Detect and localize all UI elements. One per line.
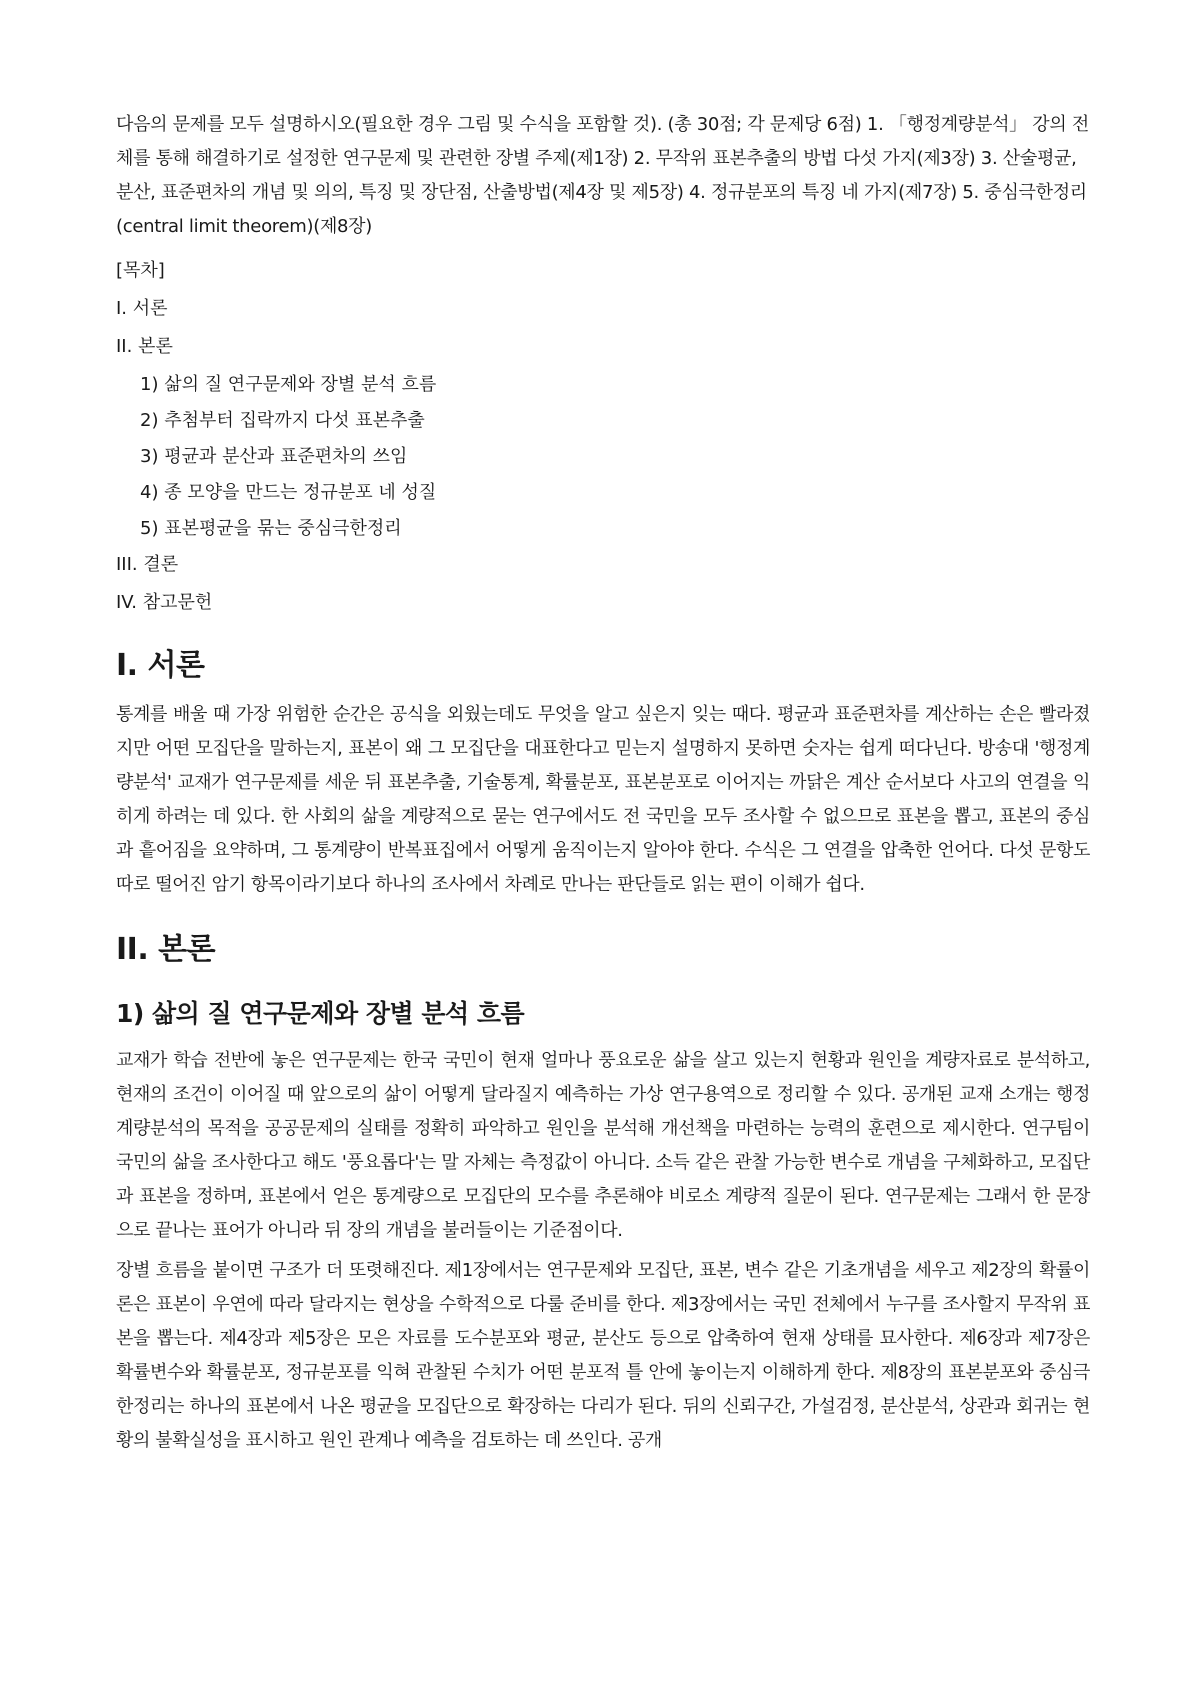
intro-paragraph: 통계를 배울 때 가장 위험한 순간은 공식을 외웠는데도 무엇을 알고 싶은지 잊는 때다. 평균과 표준편차를 계산하는 손은 빨라졌지만 어떤 모집단을 말하는지, 표본이 왜 그 모집단을 대표한다고 믿는지 설명하지 못하면 숫자는 쉽게 떠다닌다. 방송대 '행정계량분석' 교재가 연구문제를 세운 뒤 표본추출, 기술통계, 확률분포, 표본분포로 이어지는 까닭은 계산 순서보다 사고의 연결을 익히게 하려는 데 있다. 한 사회의 삶을 계량적으로 묻는 연구에서도 전 국민을 모두 조사할 수 없으므로 표본을 뽑고, 표본의 중심과 흩어짐을 요약하며, 그 통계량이 반복표집에서 어떻게 움직이는지 알아야 한다. 수식은 그 연결을 압축한 언어다. 다섯 문항도 따로 떨어진 암기 항목이라기보다 하나의 조사에서 차례로 만나는 판단들로 읽는 편이 이해가 쉽다. [116,704,1090,895]
question-prompt: 다음의 문제를 모두 설명하시오(필요한 경우 그림 및 수식을 포함할 것). (총 30점; 각 문제당 6점) 1. 「행정계량분석」 강의 전체를 통해 해결하기로 설정한 연구문제 및 관련한 장별 주제(제1장) 2. 무작위 표본추출의 방법 다섯 가지(제3장) 3. 산술평균, 분산, 표준편차의 개념 및 의의, 특징 및 장단점, 산출방법(제4장 및 제5장) 4. 정규분포의 특징 네 가지(제7장) 5. 중심극한정리(central limit theorem)(제8장) [116,114,1089,237]
toc-item-body: II. 본론 [116,336,173,357]
toc-item-conclusion: III. 결론 [116,554,179,575]
toc-item-body-1: 1) 삶의 질 연구문제와 장별 분석 흐름 [140,374,437,395]
intro-heading: I. 서론 [116,648,205,683]
toc-item-intro: I. 서론 [116,298,168,319]
body-heading: II. 본론 [116,932,216,967]
toc-item-references: IV. 참고문헌 [116,592,213,613]
subsection-1-paragraph-1: 교재가 학습 전반에 놓은 연구문제는 한국 국민이 현재 얼마나 풍요로운 삶을 살고 있는지 현황과 원인을 계량자료로 분석하고, 현재의 조건이 이어질 때 앞으로의 삶이 어떻게 달라질지 예측하는 가상 연구용역으로 정리할 수 있다. 공개된 교재 소개는 행정계량분석의 목적을 공공문제의 실태를 정확히 파악하고 원인을 분석해 개선책을 마련하는 능력의 훈련으로 제시한다. 연구팀이 국민의 삶을 조사한다고 해도 '풍요롭다'는 말 자체는 측정값이 아니다. 소득 같은 관찰 가능한 변수로 개념을 구체화하고, 모집단과 표본을 정하며, 표본에서 얻은 통계량으로 모집단의 모수를 추론해야 비로소 계량적 질문이 된다. 연구문제는 그래서 한 문장으로 끝나는 표어가 아니라 뒤 장의 개념을 불러들이는 기준점이다. [116,1050,1090,1241]
toc-item-body-5: 5) 표본평균을 묶는 중심극한정리 [140,518,402,539]
toc-item-body-2: 2) 추첨부터 집락까지 다섯 표본추출 [140,410,425,431]
toc-heading: [목차] [116,260,165,281]
subsection-1-heading: 1) 삶의 질 연구문제와 장별 분석 흐름 [116,999,525,1028]
toc-item-body-4: 4) 종 모양을 만드는 정규분포 네 성질 [140,482,437,503]
toc-item-body-3: 3) 평균과 분산과 표준편차의 쓰임 [140,446,408,467]
table-of-contents [116,294,1090,618]
subsection-1-paragraph-2: 장별 흐름을 붙이면 구조가 더 또렷해진다. 제1장에서는 연구문제와 모집단, 표본, 변수 같은 기초개념을 세우고 제2장의 확률이론은 표본이 우연에 따라 달라지는 현상을 수학적으로 다룰 준비를 한다. 제3장에서는 국민 전체에서 누구를 조사할지 무작위 표본을 뽑는다. 제4장과 제5장은 모은 자료를 도수분포와 평균, 분산도 등으로 압축하여 현재 상태를 묘사한다. 제6장과 제7장은 확률변수와 확률분포, 정규분포를 익혀 관찰된 수치가 어떤 분포적 틀 안에 놓이는지 이해하게 한다. 제8장의 표본분포와 중심극한정리는 하나의 표본에서 나온 평균을 모집단으로 확장하는 다리가 된다. 뒤의 신뢰구간, 가설검정, 분산분석, 상관과 회귀는 현황의 불확실성을 표시하고 원인 관계나 예측을 검토하는 데 쓰인다. 공개 [116,1260,1090,1451]
